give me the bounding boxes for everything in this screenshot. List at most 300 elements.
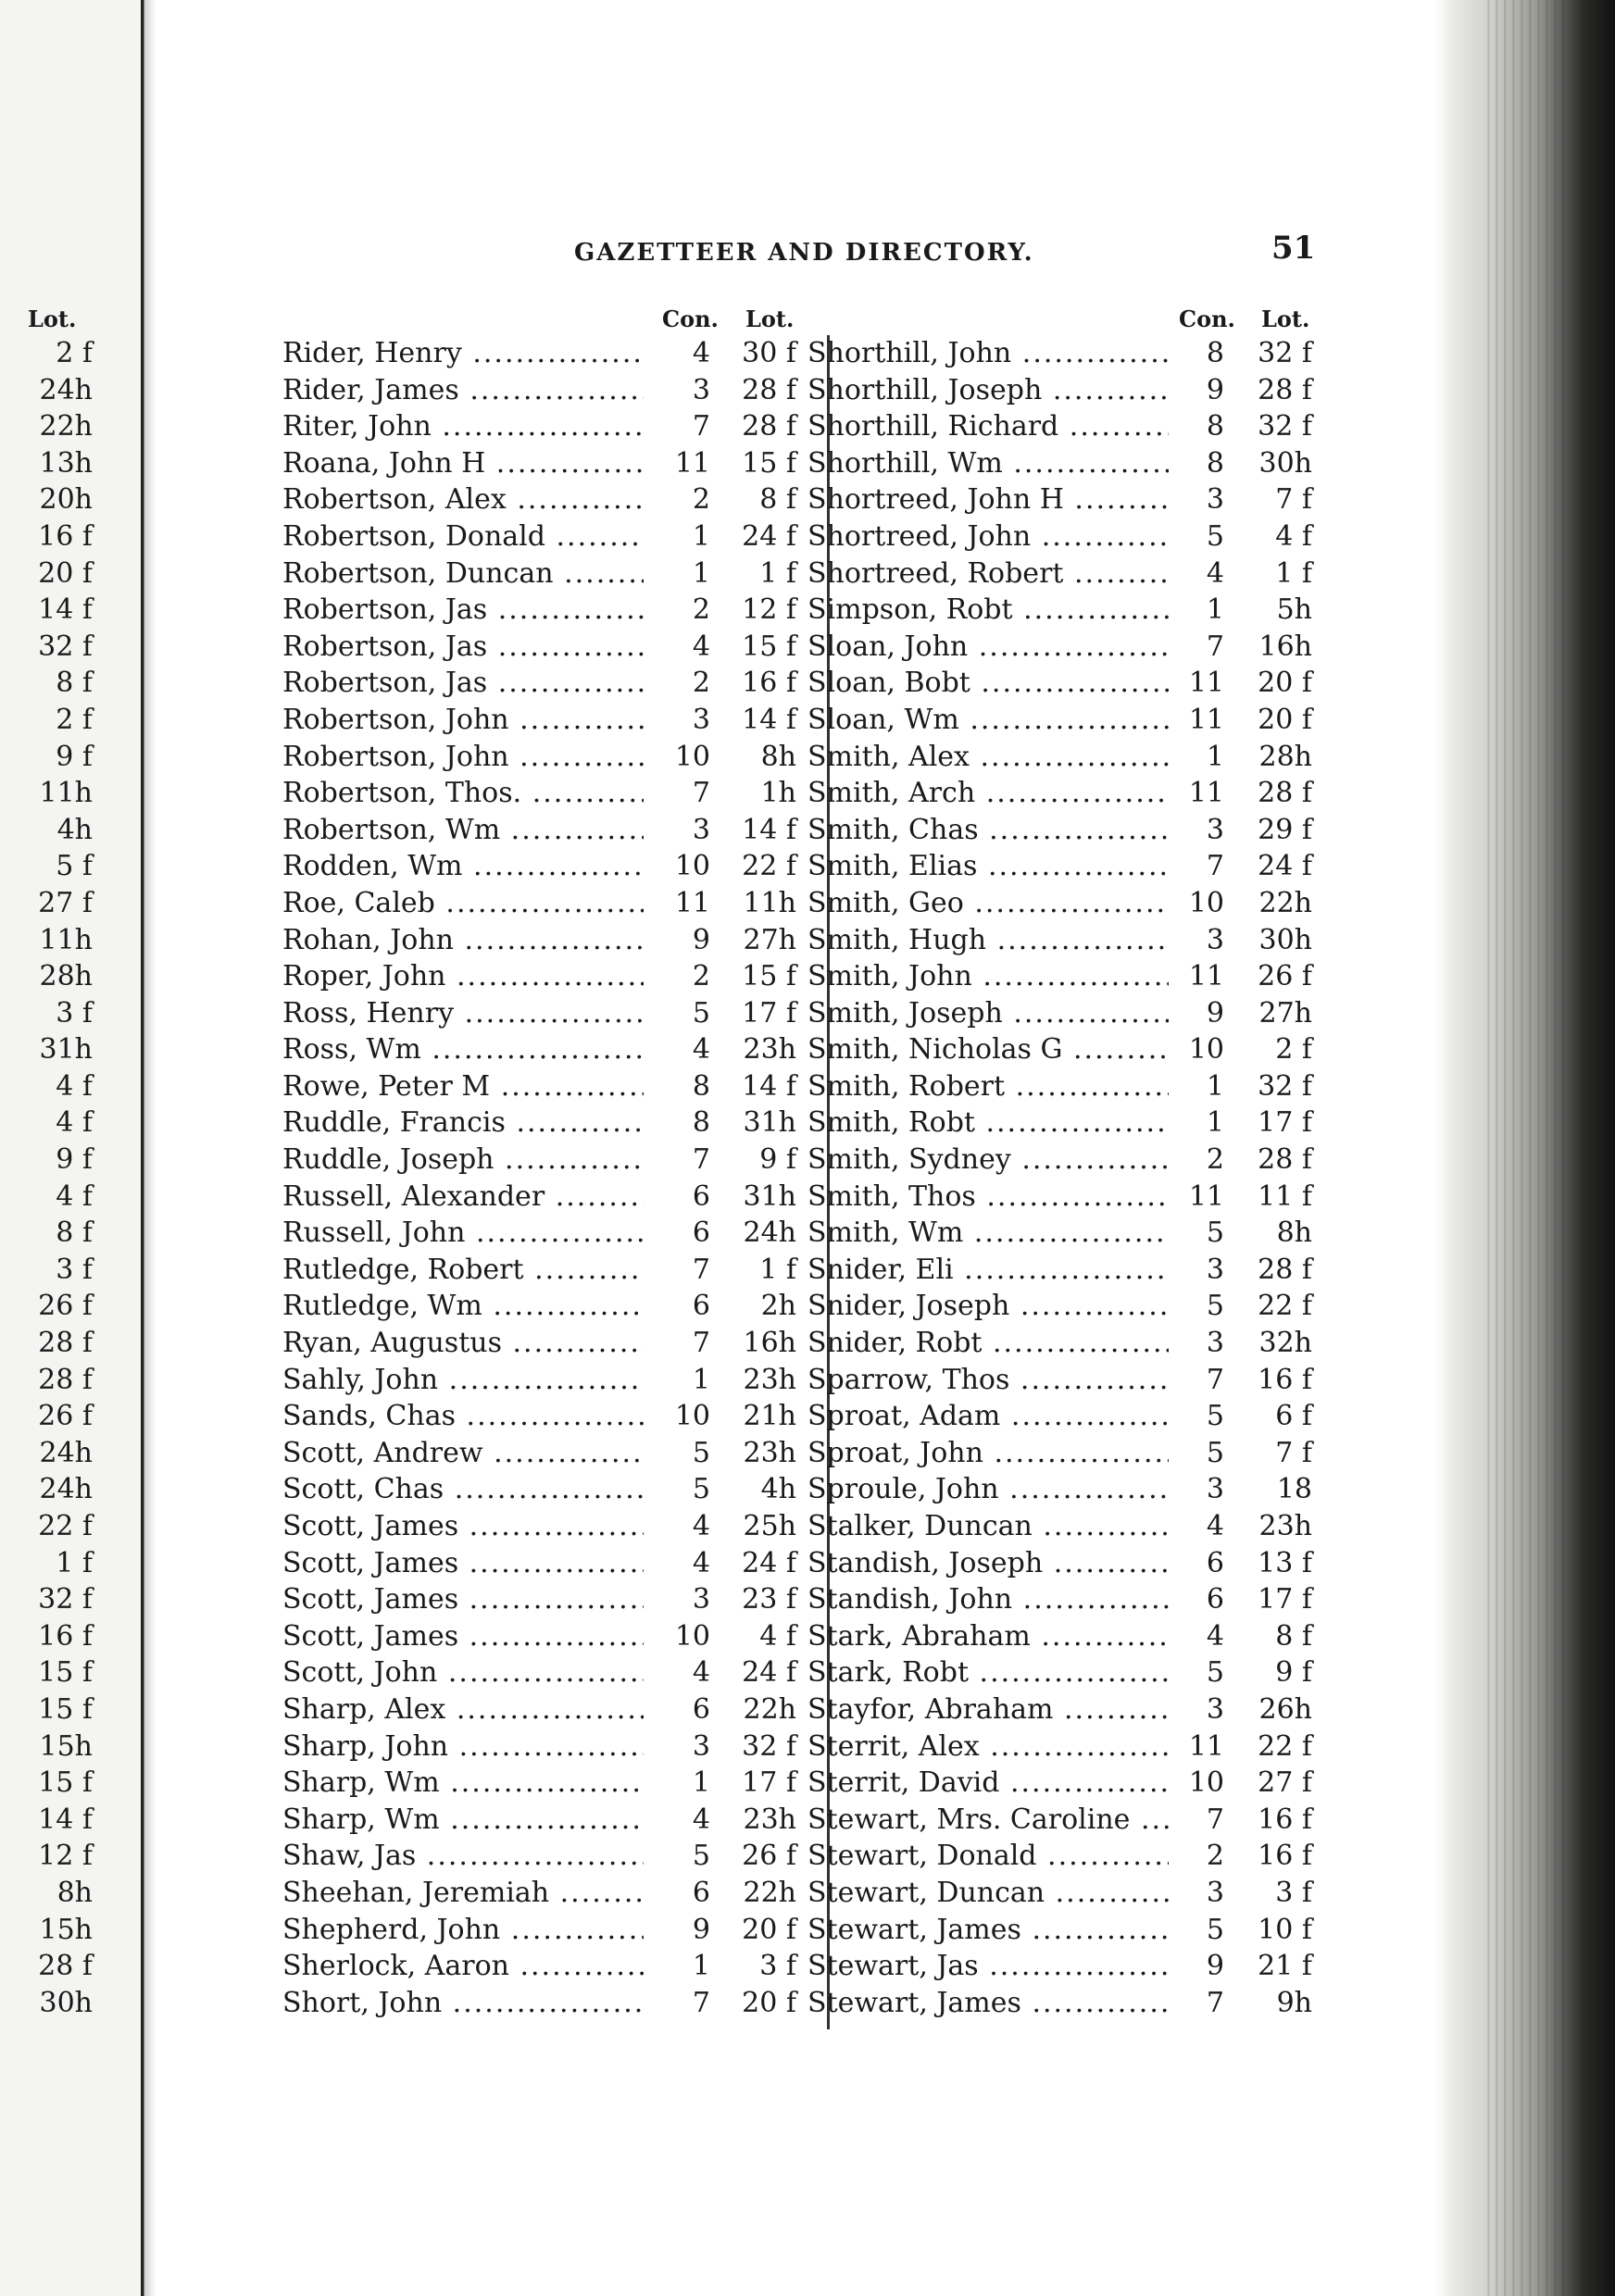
entry-name: Rodden, Wm ..... xyxy=(282,848,644,885)
entry-lot: 11 f xyxy=(1224,1179,1312,1216)
entry-con: 3 xyxy=(1169,1691,1224,1728)
entry-con: 3 xyxy=(645,812,710,849)
entry-con: 3 xyxy=(1169,812,1224,849)
entry-name: Short, John ..... xyxy=(282,1985,644,2022)
entry-lot: 24 f xyxy=(710,1545,796,1582)
entry-con: 4 xyxy=(645,1545,710,1582)
entry-name: Snider, Joseph ..... xyxy=(808,1288,1169,1325)
entry-con: 10 xyxy=(1169,885,1224,922)
entry-name: Ross, Henry ..... xyxy=(282,995,644,1032)
entry-con: 9 xyxy=(1169,372,1224,409)
entry-con: 4 xyxy=(1169,1618,1224,1655)
left-page-lot: 20 f xyxy=(38,556,93,590)
entry-con: 10 xyxy=(1169,1031,1224,1068)
left-page-lot: 26 f xyxy=(38,1400,93,1433)
entry-con: 1 xyxy=(645,1948,710,1985)
entry-name: Sherlock, Aaron ..... xyxy=(282,1948,644,1985)
entry-name: Shepherd, John ..... xyxy=(282,1912,644,1949)
entry-con: 3 xyxy=(1169,1471,1224,1508)
entry-con: 5 xyxy=(645,1435,710,1472)
entry-name: Sloan, Wm ..... xyxy=(808,702,1169,739)
entry-con: 2 xyxy=(1169,1142,1224,1179)
entry-lot: 8 f xyxy=(710,481,796,518)
left-page-lot: 9 f xyxy=(56,740,93,773)
left-page-lot: 32 f xyxy=(38,1583,93,1616)
entry-lot: 16 f xyxy=(1224,1362,1312,1399)
left-page-lot: 27 f xyxy=(38,886,93,919)
left-page-lot-column xyxy=(0,335,93,2021)
entry-name: Sproule, John ..... xyxy=(808,1471,1169,1508)
left-page-lot: 13h xyxy=(39,446,93,480)
entry-lot: 13 f xyxy=(1224,1545,1312,1582)
entry-lot: 22 f xyxy=(1224,1728,1312,1766)
entry-lot: 9h xyxy=(1224,1985,1312,2022)
entry-name: Shortreed, John H ..... xyxy=(808,481,1169,518)
entry-lot: 23h xyxy=(710,1435,796,1472)
left-col-con-header: Con. xyxy=(662,306,719,332)
entry-name: Scott, Chas ..... xyxy=(282,1471,644,1508)
entry-con: 11 xyxy=(1169,1728,1224,1766)
entry-con: 8 xyxy=(645,1104,710,1142)
entry-name: Shorthill, John ..... xyxy=(808,335,1169,372)
entry-lot: 20 f xyxy=(710,1912,796,1949)
entry-con: 3 xyxy=(645,372,710,409)
left-page-lot: 24h xyxy=(39,373,93,406)
entry-lot: 28 f xyxy=(1224,775,1312,812)
entry-con: 2 xyxy=(645,481,710,518)
entry-lot: 7 f xyxy=(1224,1435,1312,1472)
left-page-lot: 26 f xyxy=(38,1290,93,1323)
left-page-lot-header: Lot. xyxy=(28,306,77,332)
entry-name: Smith, Alex ..... xyxy=(808,739,1169,776)
entry-con: 9 xyxy=(1169,995,1224,1032)
entry-con: 11 xyxy=(1169,702,1224,739)
entry-name: Snider, Robt ..... xyxy=(808,1325,1169,1362)
entry-con: 1 xyxy=(645,518,710,555)
left-page-fragment xyxy=(0,0,148,2296)
entry-lot: 32h xyxy=(1224,1325,1312,1362)
entry-lot: 20 f xyxy=(1224,702,1312,739)
entry-name: Smith, Hugh ..... xyxy=(808,922,1169,959)
entry-lot: 11h xyxy=(710,885,796,922)
entry-con: 6 xyxy=(1169,1581,1224,1618)
entry-lot: 1 f xyxy=(710,555,796,593)
entry-con: 6 xyxy=(645,1179,710,1216)
entry-name: Robertson, Thos. ..... xyxy=(282,775,644,812)
entry-name: Riter, John ..... xyxy=(282,408,644,445)
entry-con: 7 xyxy=(1169,1362,1224,1399)
entry-name: Russell, Alexander ..... xyxy=(282,1179,644,1216)
entry-lot: 21 f xyxy=(1224,1948,1312,1985)
entry-lot: 22h xyxy=(1224,885,1312,922)
entry-name: Rider, Henry ..... xyxy=(282,335,644,372)
entry-lot: 23h xyxy=(1224,1508,1312,1545)
page-gutter xyxy=(141,0,156,2296)
entry-name: Stewart, James ..... xyxy=(808,1912,1169,1949)
entry-lot: 4h xyxy=(710,1471,796,1508)
entry-name: Scott, James ..... xyxy=(282,1508,644,1545)
entry-con: 5 xyxy=(1169,1398,1224,1435)
entry-con: 10 xyxy=(645,739,710,776)
entry-name: Standish, Joseph ..... xyxy=(808,1545,1169,1582)
left-page-lot: 4 f xyxy=(56,1106,93,1140)
entry-lot: 31h xyxy=(710,1104,796,1142)
entry-name: Stewart, Mrs. Caroline ..... xyxy=(808,1802,1169,1839)
entry-lot: 14 f xyxy=(710,812,796,849)
left-page-lot: 28h xyxy=(39,960,93,993)
entry-name: Ruddle, Joseph ..... xyxy=(282,1142,644,1179)
entry-name: Robertson, Duncan ..... xyxy=(282,555,644,593)
entry-name: Robertson, Wm ..... xyxy=(282,812,644,849)
entry-name: Robertson, Jas ..... xyxy=(282,665,644,702)
entry-lot: 32 f xyxy=(1224,408,1312,445)
entry-lot: 21h xyxy=(710,1398,796,1435)
running-header: GAZETTEER AND DIRECTORY. xyxy=(574,239,1034,267)
entry-lot: 32 f xyxy=(1224,1068,1312,1105)
entry-name: Roana, John H ..... xyxy=(282,445,644,482)
entry-con: 3 xyxy=(1169,1252,1224,1289)
entry-lot: 28 f xyxy=(1224,1142,1312,1179)
entry-name: Roper, John ..... xyxy=(282,958,644,995)
entry-lot: 10 f xyxy=(1224,1912,1312,1949)
entry-lot: 16 f xyxy=(1224,1838,1312,1875)
entry-name: Smith, Wm ..... xyxy=(808,1215,1169,1252)
entry-con: 4 xyxy=(1169,555,1224,593)
entry-name: Smith, Thos ..... xyxy=(808,1179,1169,1216)
entry-name: Robertson, Jas ..... xyxy=(282,629,644,666)
entry-lot: 28h xyxy=(1224,739,1312,776)
left-page-lot: 28 f xyxy=(38,1327,93,1360)
left-page-lot: 24h xyxy=(39,1473,93,1506)
entry-name: Simpson, Robt ..... xyxy=(808,592,1169,629)
entry-name: Stewart, Jas ..... xyxy=(808,1948,1169,1985)
entry-lot: 20 f xyxy=(1224,665,1312,702)
entry-con: 3 xyxy=(645,1581,710,1618)
entry-con: 8 xyxy=(1169,445,1224,482)
entry-name: Shortreed, John ..... xyxy=(808,518,1169,555)
entry-con: 4 xyxy=(645,1031,710,1068)
entry-con: 5 xyxy=(1169,1435,1224,1472)
left-col-lot-header: Lot. xyxy=(745,306,795,332)
left-page-lot: 22h xyxy=(39,410,93,443)
entry-con: 1 xyxy=(1169,1068,1224,1105)
entry-name: Smith, Geo ..... xyxy=(808,885,1169,922)
entry-name: Rutledge, Robert ..... xyxy=(282,1252,644,1289)
entry-con: 7 xyxy=(645,1985,710,2022)
entry-name: Smith, Robt ..... xyxy=(808,1104,1169,1142)
left-page-lot: 20h xyxy=(39,483,93,517)
entry-con: 11 xyxy=(645,885,710,922)
entry-name: Russell, John ..... xyxy=(282,1215,644,1252)
entry-name: Shortreed, Robert ..... xyxy=(808,555,1169,593)
entry-name: Sharp, Wm ..... xyxy=(282,1802,644,1839)
left-page-lot: 2 f xyxy=(56,337,93,369)
entry-lot: 22h xyxy=(710,1875,796,1912)
entry-lot: 24 f xyxy=(1224,848,1312,885)
entry-con: 5 xyxy=(1169,1215,1224,1252)
entry-lot: 16h xyxy=(710,1325,796,1362)
entry-lot: 22 f xyxy=(1224,1288,1312,1325)
entry-lot: 15 f xyxy=(710,445,796,482)
entry-con: 11 xyxy=(1169,665,1224,702)
entry-con: 6 xyxy=(645,1691,710,1728)
entry-con: 3 xyxy=(645,702,710,739)
entry-lot: 8 f xyxy=(1224,1618,1312,1655)
entry-name: Sterrit, David ..... xyxy=(808,1765,1169,1802)
entry-con: 3 xyxy=(645,1728,710,1766)
entry-con: 7 xyxy=(645,408,710,445)
entry-con: 7 xyxy=(645,1325,710,1362)
entry-lot: 26h xyxy=(1224,1691,1312,1728)
entry-lot: 2h xyxy=(710,1288,796,1325)
entry-lot: 17 f xyxy=(710,995,796,1032)
entry-name: Stark, Robt ..... xyxy=(808,1654,1169,1691)
page-number: 51 xyxy=(1271,230,1316,267)
entry-lot: 26 f xyxy=(1224,958,1312,995)
entry-con: 3 xyxy=(1169,1325,1224,1362)
left-page-lot: 15h xyxy=(39,1913,93,1946)
left-page-lot: 22 f xyxy=(38,1510,93,1542)
entry-name: Smith, Chas ..... xyxy=(808,812,1169,849)
entry-name: Standish, John ..... xyxy=(808,1581,1169,1618)
right-col-lot-header: Lot. xyxy=(1261,306,1310,332)
entry-name: Smith, Arch ..... xyxy=(808,775,1169,812)
entry-name: Ruddle, Francis ..... xyxy=(282,1104,644,1142)
entry-lot: 32 f xyxy=(1224,335,1312,372)
left-page-lot: 3 f xyxy=(56,996,93,1029)
entry-lot: 24 f xyxy=(710,518,796,555)
entry-con: 7 xyxy=(645,1142,710,1179)
entry-lot: 32 f xyxy=(710,1728,796,1766)
entry-lot: 4 f xyxy=(710,1618,796,1655)
entry-name: Rowe, Peter M ..... xyxy=(282,1068,644,1105)
entry-name: Smith, John ..... xyxy=(808,958,1169,995)
entry-con: 5 xyxy=(645,1471,710,1508)
entry-con: 4 xyxy=(645,335,710,372)
entry-lot: 8h xyxy=(710,739,796,776)
entry-name: Smith, Robert ..... xyxy=(808,1068,1169,1105)
entry-lot: 24h xyxy=(710,1215,796,1252)
entry-con: 10 xyxy=(645,1618,710,1655)
entry-lot: 9 f xyxy=(1224,1654,1312,1691)
right-col-con-header: Con. xyxy=(1179,306,1235,332)
entry-con: 3 xyxy=(1169,481,1224,518)
entry-lot: 1 f xyxy=(1224,555,1312,593)
entry-name: Sahly, John ..... xyxy=(282,1362,644,1399)
entry-name: Smith, Joseph ..... xyxy=(808,995,1169,1032)
entry-con: 8 xyxy=(1169,408,1224,445)
entry-con: 1 xyxy=(1169,739,1224,776)
entry-lot: 23h xyxy=(710,1802,796,1839)
book-edge-pages xyxy=(1482,0,1565,2296)
entry-lot: 4 f xyxy=(1224,518,1312,555)
entry-lot: 31h xyxy=(710,1179,796,1216)
entry-con: 5 xyxy=(645,995,710,1032)
left-page-lot: 31h xyxy=(39,1033,93,1067)
entry-con: 5 xyxy=(1169,1912,1224,1949)
entry-con: 5 xyxy=(1169,518,1224,555)
entry-con: 11 xyxy=(1169,775,1224,812)
entry-lot: 16h xyxy=(1224,629,1312,666)
left-page-lot: 24h xyxy=(39,1436,93,1469)
entry-name: Robertson, Alex ..... xyxy=(282,481,644,518)
entry-con: 2 xyxy=(645,958,710,995)
entry-con: 1 xyxy=(645,1362,710,1399)
entry-con: 9 xyxy=(645,1912,710,1949)
entry-name: Sharp, Alex ..... xyxy=(282,1691,644,1728)
entry-lot: 28 f xyxy=(710,408,796,445)
entry-name: Sheehan, Jeremiah ..... xyxy=(282,1875,644,1912)
entry-con: 10 xyxy=(645,848,710,885)
entry-con: 8 xyxy=(645,1068,710,1105)
left-page-lot: 4 f xyxy=(56,1069,93,1103)
entry-lot: 1 f xyxy=(710,1252,796,1289)
entry-lot: 25h xyxy=(710,1508,796,1545)
entry-name: Scott, James ..... xyxy=(282,1618,644,1655)
entry-name: Rohan, John ..... xyxy=(282,922,644,959)
entry-con: 2 xyxy=(645,665,710,702)
entry-lot: 3 f xyxy=(710,1948,796,1985)
entry-con: 3 xyxy=(1169,922,1224,959)
entry-name: Shorthill, Joseph ..... xyxy=(808,372,1169,409)
left-page-lot: 4 f xyxy=(56,1179,93,1213)
entry-name: Smith, Sydney ..... xyxy=(808,1142,1169,1179)
entry-name: Sharp, John ..... xyxy=(282,1728,644,1766)
entry-name: Stewart, Donald ..... xyxy=(808,1838,1169,1875)
entry-con: 7 xyxy=(645,1252,710,1289)
entry-lot: 20 f xyxy=(710,1985,796,2022)
entry-name: Scott, James ..... xyxy=(282,1545,644,1582)
entry-con: 7 xyxy=(1169,629,1224,666)
left-page-lot: 14 f xyxy=(38,1803,93,1836)
entry-lot: 28 f xyxy=(1224,372,1312,409)
entry-lot: 22h xyxy=(710,1691,796,1728)
entry-name: Sloan, Bobt ..... xyxy=(808,665,1169,702)
entry-lot: 23h xyxy=(710,1031,796,1068)
entry-con: 6 xyxy=(1169,1545,1224,1582)
entry-con: 11 xyxy=(1169,1179,1224,1216)
entry-name: Scott, James ..... xyxy=(282,1581,644,1618)
left-page-lot: 16 f xyxy=(38,519,93,553)
entry-con: 5 xyxy=(645,1838,710,1875)
left-page-lot: 8 f xyxy=(56,667,93,700)
entry-name: Scott, John ..... xyxy=(282,1654,644,1691)
entry-con: 6 xyxy=(645,1288,710,1325)
left-page-lot: 28 f xyxy=(38,1950,93,1983)
entry-lot: 30h xyxy=(1224,445,1312,482)
entry-name: Stewart, James ..... xyxy=(808,1985,1169,2022)
left-page-lot: 8 f xyxy=(56,1217,93,1250)
entry-name: Roe, Caleb ..... xyxy=(282,885,644,922)
entry-lot: 16 f xyxy=(1224,1802,1312,1839)
entry-lot: 3 f xyxy=(1224,1875,1312,1912)
entry-name: Sloan, John ..... xyxy=(808,629,1169,666)
entry-lot: 15 f xyxy=(710,958,796,995)
entry-name: Robertson, Donald ..... xyxy=(282,518,644,555)
left-page-lot: 15 f xyxy=(38,1656,93,1690)
entry-con: 10 xyxy=(645,1398,710,1435)
left-page-lot: 12 f xyxy=(38,1840,93,1873)
entry-con: 5 xyxy=(1169,1654,1224,1691)
left-page-lot: 9 f xyxy=(56,1143,93,1177)
entry-name: Rutledge, Wm ..... xyxy=(282,1288,644,1325)
entry-con: 9 xyxy=(1169,1948,1224,1985)
entry-lot: 30h xyxy=(1224,922,1312,959)
left-page-lot: 11h xyxy=(39,777,93,810)
left-page-lot: 5 f xyxy=(56,850,93,883)
entry-name: Shaw, Jas ..... xyxy=(282,1838,644,1875)
entry-lot: 16 f xyxy=(710,665,796,702)
entry-name: Ryan, Augustus ..... xyxy=(282,1325,644,1362)
entry-lot: 14 f xyxy=(710,1068,796,1105)
entry-con: 1 xyxy=(645,555,710,593)
left-page-lot: 15 f xyxy=(38,1692,93,1726)
left-page-lot: 14 f xyxy=(38,593,93,627)
entry-lot: 17 f xyxy=(710,1765,796,1802)
entry-lot: 27h xyxy=(710,922,796,959)
left-page-lot: 15h xyxy=(39,1729,93,1763)
entry-lot: 1h xyxy=(710,775,796,812)
entry-name: Smith, Nicholas G ..... xyxy=(808,1031,1169,1068)
entry-name: Smith, Elias ..... xyxy=(808,848,1169,885)
left-page-lot: 4h xyxy=(56,813,93,846)
entry-name: Shorthill, Richard ..... xyxy=(808,408,1169,445)
entry-name: Ross, Wm ..... xyxy=(282,1031,644,1068)
entry-lot: 17 f xyxy=(1224,1581,1312,1618)
entry-con: 4 xyxy=(645,1508,710,1545)
entry-con: 11 xyxy=(1169,958,1224,995)
entry-lot: 26 f xyxy=(710,1838,796,1875)
entry-lot: 18 xyxy=(1224,1471,1312,1508)
entry-con: 11 xyxy=(645,445,710,482)
entry-con: 10 xyxy=(1169,1765,1224,1802)
entry-name: Robertson, Jas ..... xyxy=(282,592,644,629)
entry-con: 6 xyxy=(645,1215,710,1252)
entry-name: Stark, Abraham ..... xyxy=(808,1618,1169,1655)
entry-lot: 23 f xyxy=(710,1581,796,1618)
entry-con: 4 xyxy=(645,629,710,666)
entry-name: Snider, Eli ..... xyxy=(808,1252,1169,1289)
entry-lot: 27h xyxy=(1224,995,1312,1032)
entry-lot: 17 f xyxy=(1224,1104,1312,1142)
entry-lot: 24 f xyxy=(710,1654,796,1691)
left-page-lot: 8h xyxy=(56,1876,93,1909)
entry-lot: 28 f xyxy=(710,372,796,409)
left-page-lot: 1 f xyxy=(56,1546,93,1579)
entry-con: 3 xyxy=(1169,1875,1224,1912)
entry-con: 2 xyxy=(645,592,710,629)
entry-name: Stayfor, Abraham ..... xyxy=(808,1691,1169,1728)
entry-con: 7 xyxy=(1169,1985,1224,2022)
left-page-lot: 28 f xyxy=(38,1363,93,1396)
entry-lot: 14 f xyxy=(710,702,796,739)
entry-lot: 8h xyxy=(1224,1215,1312,1252)
entry-con: 1 xyxy=(645,1765,710,1802)
entry-lot: 6 f xyxy=(1224,1398,1312,1435)
left-page-lot: 16 f xyxy=(38,1619,93,1653)
entry-con: 4 xyxy=(645,1654,710,1691)
entry-lot: 29 f xyxy=(1224,812,1312,849)
entry-con: 7 xyxy=(645,775,710,812)
left-page-lot: 3 f xyxy=(56,1253,93,1286)
entry-lot: 2 f xyxy=(1224,1031,1312,1068)
entry-lot: 15 f xyxy=(710,629,796,666)
entry-name: Sterrit, Alex ..... xyxy=(808,1728,1169,1766)
entry-lot: 23h xyxy=(710,1362,796,1399)
entry-name: Sparrow, Thos ..... xyxy=(808,1362,1169,1399)
entry-con: 4 xyxy=(1169,1508,1224,1545)
entry-lot: 12 f xyxy=(710,592,796,629)
